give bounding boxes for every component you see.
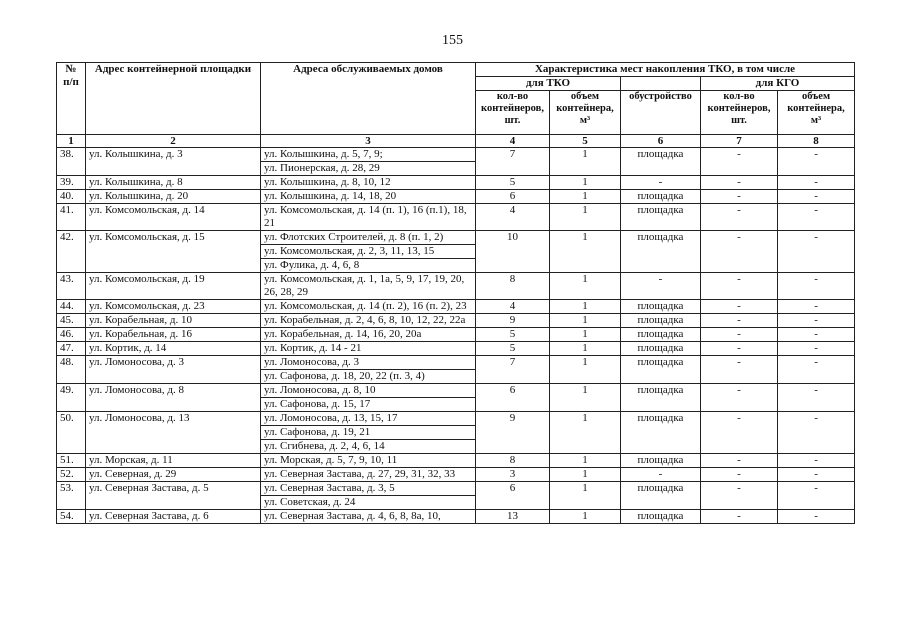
row-number: 49. — [57, 384, 86, 412]
served-house-address: ул. Сафонова, д. 19, 21 — [261, 426, 476, 440]
served-house-address: ул. Северная Застава, д. 4, 6, 8, 8а, 10, — [261, 510, 476, 524]
table-row — [57, 273, 855, 300]
kgo-container-volume: - — [778, 204, 855, 231]
served-house-address: ул. Северная Застава, д. 27, 29, 31, 32, 33 — [261, 468, 476, 482]
row-number: 38. — [57, 148, 86, 176]
kgo-container-volume: - — [778, 412, 855, 454]
kgo-container-volume: - — [778, 273, 855, 300]
site-arrangement: площадка — [621, 204, 701, 231]
site-address: ул. Северная Застава, д. 6 — [86, 510, 261, 524]
row-number: 39. — [57, 176, 86, 190]
tko-container-count: 9 — [476, 412, 550, 454]
tko-container-volume: 1 — [550, 510, 621, 524]
tko-container-count: 5 — [476, 342, 550, 356]
header-no: № п/п — [57, 63, 86, 135]
kgo-container-count: - — [701, 412, 778, 454]
row-number: 48. — [57, 356, 86, 384]
site-arrangement: площадка — [621, 300, 701, 314]
served-house-address: ул. Северная Застава, д. 3, 5 — [261, 482, 476, 496]
kgo-container-volume: - — [778, 176, 855, 190]
site-arrangement: - — [621, 468, 701, 482]
site-address: ул. Ломоносова, д. 13 — [86, 412, 261, 454]
column-number: 8 — [778, 135, 855, 148]
tko-container-count: 6 — [476, 384, 550, 412]
kgo-container-count: - — [701, 384, 778, 412]
kgo-container-volume: - — [778, 314, 855, 328]
table-row — [57, 148, 855, 162]
tko-container-count: 6 — [476, 482, 550, 510]
served-house-address: ул. Комсомольская, д. 2, 3, 11, 13, 15 — [261, 245, 476, 259]
tko-container-count: 4 — [476, 300, 550, 314]
row-number: 41. — [57, 204, 86, 231]
kgo-container-count: - — [701, 176, 778, 190]
row-number: 54. — [57, 510, 86, 524]
served-house-address: ул. Фулика, д. 4, 6, 8 — [261, 259, 476, 273]
tko-container-count: 10 — [476, 231, 550, 273]
row-number: 43. — [57, 273, 86, 300]
header-tko-volume: объем контейнера, м³ — [550, 91, 621, 135]
kgo-container-count: - — [701, 510, 778, 524]
table-row — [57, 482, 855, 496]
served-house-address: ул. Флотских Строителей, д. 8 (п. 1, 2) — [261, 231, 476, 245]
site-arrangement: площадка — [621, 510, 701, 524]
kgo-container-count: - — [701, 454, 778, 468]
table-row — [57, 328, 855, 342]
kgo-container-count: - — [701, 204, 778, 231]
served-house-address: ул. Комсомольская, д. 14 (п. 1), 16 (п.1), 18, 21 — [261, 204, 476, 231]
site-arrangement: площадка — [621, 342, 701, 356]
served-house-address: ул. Колышкина, д. 5, 7, 9; — [261, 148, 476, 162]
row-number: 52. — [57, 468, 86, 482]
table-row — [57, 190, 855, 204]
served-house-address: ул. Сафонова, д. 15, 17 — [261, 398, 476, 412]
table-row — [57, 300, 855, 314]
container-sites-table — [56, 62, 855, 524]
served-house-address: ул. Сафонова, д. 18, 20, 22 (п. 3, 4) — [261, 370, 476, 384]
kgo-container-count: - — [701, 342, 778, 356]
table-header — [57, 63, 855, 148]
header-arrangement: обустройство — [621, 91, 701, 135]
served-house-address: ул. Ломоносова, д. 3 — [261, 356, 476, 370]
site-address: ул. Ломоносова, д. 8 — [86, 384, 261, 412]
table-row — [57, 231, 855, 245]
tko-container-volume: 1 — [550, 300, 621, 314]
served-house-address: ул. Сгибнева, д. 2, 4, 6, 14 — [261, 440, 476, 454]
tko-container-volume: 1 — [550, 148, 621, 176]
page-number: 155 — [442, 33, 463, 48]
site-address: ул. Колышкина, д. 20 — [86, 190, 261, 204]
table-row — [57, 204, 855, 231]
kgo-container-volume: - — [778, 148, 855, 176]
table-row — [57, 412, 855, 426]
site-address: ул. Колышкина, д. 3 — [86, 148, 261, 176]
site-arrangement: площадка — [621, 314, 701, 328]
row-number: 46. — [57, 328, 86, 342]
kgo-container-volume: - — [778, 454, 855, 468]
kgo-container-volume: - — [778, 384, 855, 412]
tko-container-count: 5 — [476, 176, 550, 190]
tko-container-volume: 1 — [550, 468, 621, 482]
column-number: 1 — [57, 135, 86, 148]
kgo-container-volume: - — [778, 190, 855, 204]
kgo-container-volume: - — [778, 342, 855, 356]
tko-container-count: 9 — [476, 314, 550, 328]
header-served-houses: Адреса обслуживаемых домов — [261, 63, 476, 135]
site-arrangement: площадка — [621, 454, 701, 468]
site-address: ул. Комсомольская, д. 14 — [86, 204, 261, 231]
kgo-container-count: - — [701, 231, 778, 273]
table-row — [57, 356, 855, 370]
kgo-container-volume: - — [778, 300, 855, 314]
kgo-container-volume: - — [778, 356, 855, 384]
kgo-container-volume: - — [778, 328, 855, 342]
tko-container-volume: 1 — [550, 356, 621, 384]
tko-container-volume: 1 — [550, 482, 621, 510]
kgo-container-volume: - — [778, 231, 855, 273]
table-row — [57, 468, 855, 482]
site-arrangement: площадка — [621, 384, 701, 412]
served-house-address: ул. Ломоносова, д. 8, 10 — [261, 384, 476, 398]
kgo-container-count: - — [701, 273, 778, 300]
site-arrangement: площадка — [621, 482, 701, 510]
site-address: ул. Северная Застава, д. 5 — [86, 482, 261, 510]
row-number: 40. — [57, 190, 86, 204]
site-address: ул. Корабельная, д. 16 — [86, 328, 261, 342]
column-number: 3 — [261, 135, 476, 148]
kgo-container-volume: - — [778, 482, 855, 510]
column-numbers-row — [57, 135, 855, 148]
site-arrangement: площадка — [621, 231, 701, 273]
site-address: ул. Комсомольская, д. 19 — [86, 273, 261, 300]
kgo-container-count: - — [701, 356, 778, 384]
column-number: 4 — [476, 135, 550, 148]
served-house-address: ул. Комсомольская, д. 14 (п. 2), 16 (п. 2), 23 — [261, 300, 476, 314]
row-number: 47. — [57, 342, 86, 356]
tko-container-volume: 1 — [550, 176, 621, 190]
header-tko-count: кол-во контейнеров, шт. — [476, 91, 550, 135]
kgo-container-count: - — [701, 190, 778, 204]
row-number: 50. — [57, 412, 86, 454]
kgo-container-count: - — [701, 300, 778, 314]
site-address: ул. Кортик, д. 14 — [86, 342, 261, 356]
tko-container-volume: 1 — [550, 328, 621, 342]
tko-container-volume: 1 — [550, 342, 621, 356]
header-kgo-volume: объем контейнера, м³ — [778, 91, 855, 135]
tko-container-count: 6 — [476, 190, 550, 204]
site-address: ул. Северная, д. 29 — [86, 468, 261, 482]
tko-container-count: 13 — [476, 510, 550, 524]
served-house-address: ул. Пионерская, д. 28, 29 — [261, 162, 476, 176]
site-address: ул. Комсомольская, д. 15 — [86, 231, 261, 273]
header-tko-group: для ТКО — [476, 77, 621, 91]
tko-container-volume: 1 — [550, 384, 621, 412]
tko-container-volume: 1 — [550, 273, 621, 300]
served-house-address: ул. Колышкина, д. 14, 18, 20 — [261, 190, 476, 204]
served-house-address: ул. Корабельная, д. 14, 16, 20, 20а — [261, 328, 476, 342]
site-arrangement: площадка — [621, 190, 701, 204]
site-address: ул. Комсомольская, д. 23 — [86, 300, 261, 314]
tko-container-count: 7 — [476, 356, 550, 384]
table-row — [57, 342, 855, 356]
site-address: ул. Ломоносова, д. 3 — [86, 356, 261, 384]
kgo-container-volume: - — [778, 510, 855, 524]
header-kgo-count: кол-во контейнеров, шт. — [701, 91, 778, 135]
kgo-container-count: - — [701, 468, 778, 482]
tko-container-count: 8 — [476, 454, 550, 468]
row-number: 53. — [57, 482, 86, 510]
served-house-address: ул. Корабельная, д. 2, 4, 6, 8, 10, 12, 22, 22а — [261, 314, 476, 328]
table-row — [57, 454, 855, 468]
tko-container-volume: 1 — [550, 190, 621, 204]
site-arrangement: - — [621, 176, 701, 190]
served-house-address: ул. Кортик, д. 14 - 21 — [261, 342, 476, 356]
served-house-address: ул. Колышкина, д. 8, 10, 12 — [261, 176, 476, 190]
column-number: 7 — [701, 135, 778, 148]
site-address: ул. Колышкина, д. 8 — [86, 176, 261, 190]
row-number: 44. — [57, 300, 86, 314]
served-house-address: ул. Советская, д. 24 — [261, 496, 476, 510]
row-number: 45. — [57, 314, 86, 328]
served-house-address: ул. Морская, д. 5, 7, 9, 10, 11 — [261, 454, 476, 468]
tko-container-count: 3 — [476, 468, 550, 482]
served-house-address: ул. Ломоносова, д. 13, 15, 17 — [261, 412, 476, 426]
site-address: ул. Морская, д. 11 — [86, 454, 261, 468]
tko-container-count: 4 — [476, 204, 550, 231]
header-address: Адрес контейнерной площадки — [86, 63, 261, 135]
header-characteristics: Характеристика мест накопления ТКО, в том числе — [476, 63, 855, 77]
row-number: 51. — [57, 454, 86, 468]
site-arrangement: площадка — [621, 412, 701, 454]
tko-container-volume: 1 — [550, 454, 621, 468]
column-number: 6 — [621, 135, 701, 148]
tko-container-volume: 1 — [550, 412, 621, 454]
table-row — [57, 176, 855, 190]
tko-container-count: 7 — [476, 148, 550, 176]
column-number: 5 — [550, 135, 621, 148]
row-number: 42. — [57, 231, 86, 273]
tko-container-count: 8 — [476, 273, 550, 300]
kgo-container-volume: - — [778, 468, 855, 482]
site-arrangement: площадка — [621, 148, 701, 176]
kgo-container-count: - — [701, 314, 778, 328]
table-row — [57, 510, 855, 524]
column-number: 2 — [86, 135, 261, 148]
served-house-address: ул. Комсомольская, д. 1, 1а, 5, 9, 17, 19, 20, 26, 28, 29 — [261, 273, 476, 300]
site-arrangement: площадка — [621, 328, 701, 342]
site-address: ул. Корабельная, д. 10 — [86, 314, 261, 328]
tko-container-volume: 1 — [550, 204, 621, 231]
tko-container-count: 5 — [476, 328, 550, 342]
header-kgo-group: для КГО — [701, 77, 855, 91]
kgo-container-count: - — [701, 148, 778, 176]
site-arrangement: - — [621, 273, 701, 300]
kgo-container-count: - — [701, 482, 778, 510]
tko-container-volume: 1 — [550, 231, 621, 273]
table-row — [57, 384, 855, 398]
kgo-container-count: - — [701, 328, 778, 342]
table-body — [57, 148, 855, 524]
site-arrangement: площадка — [621, 356, 701, 384]
tko-container-volume: 1 — [550, 314, 621, 328]
table-row — [57, 314, 855, 328]
